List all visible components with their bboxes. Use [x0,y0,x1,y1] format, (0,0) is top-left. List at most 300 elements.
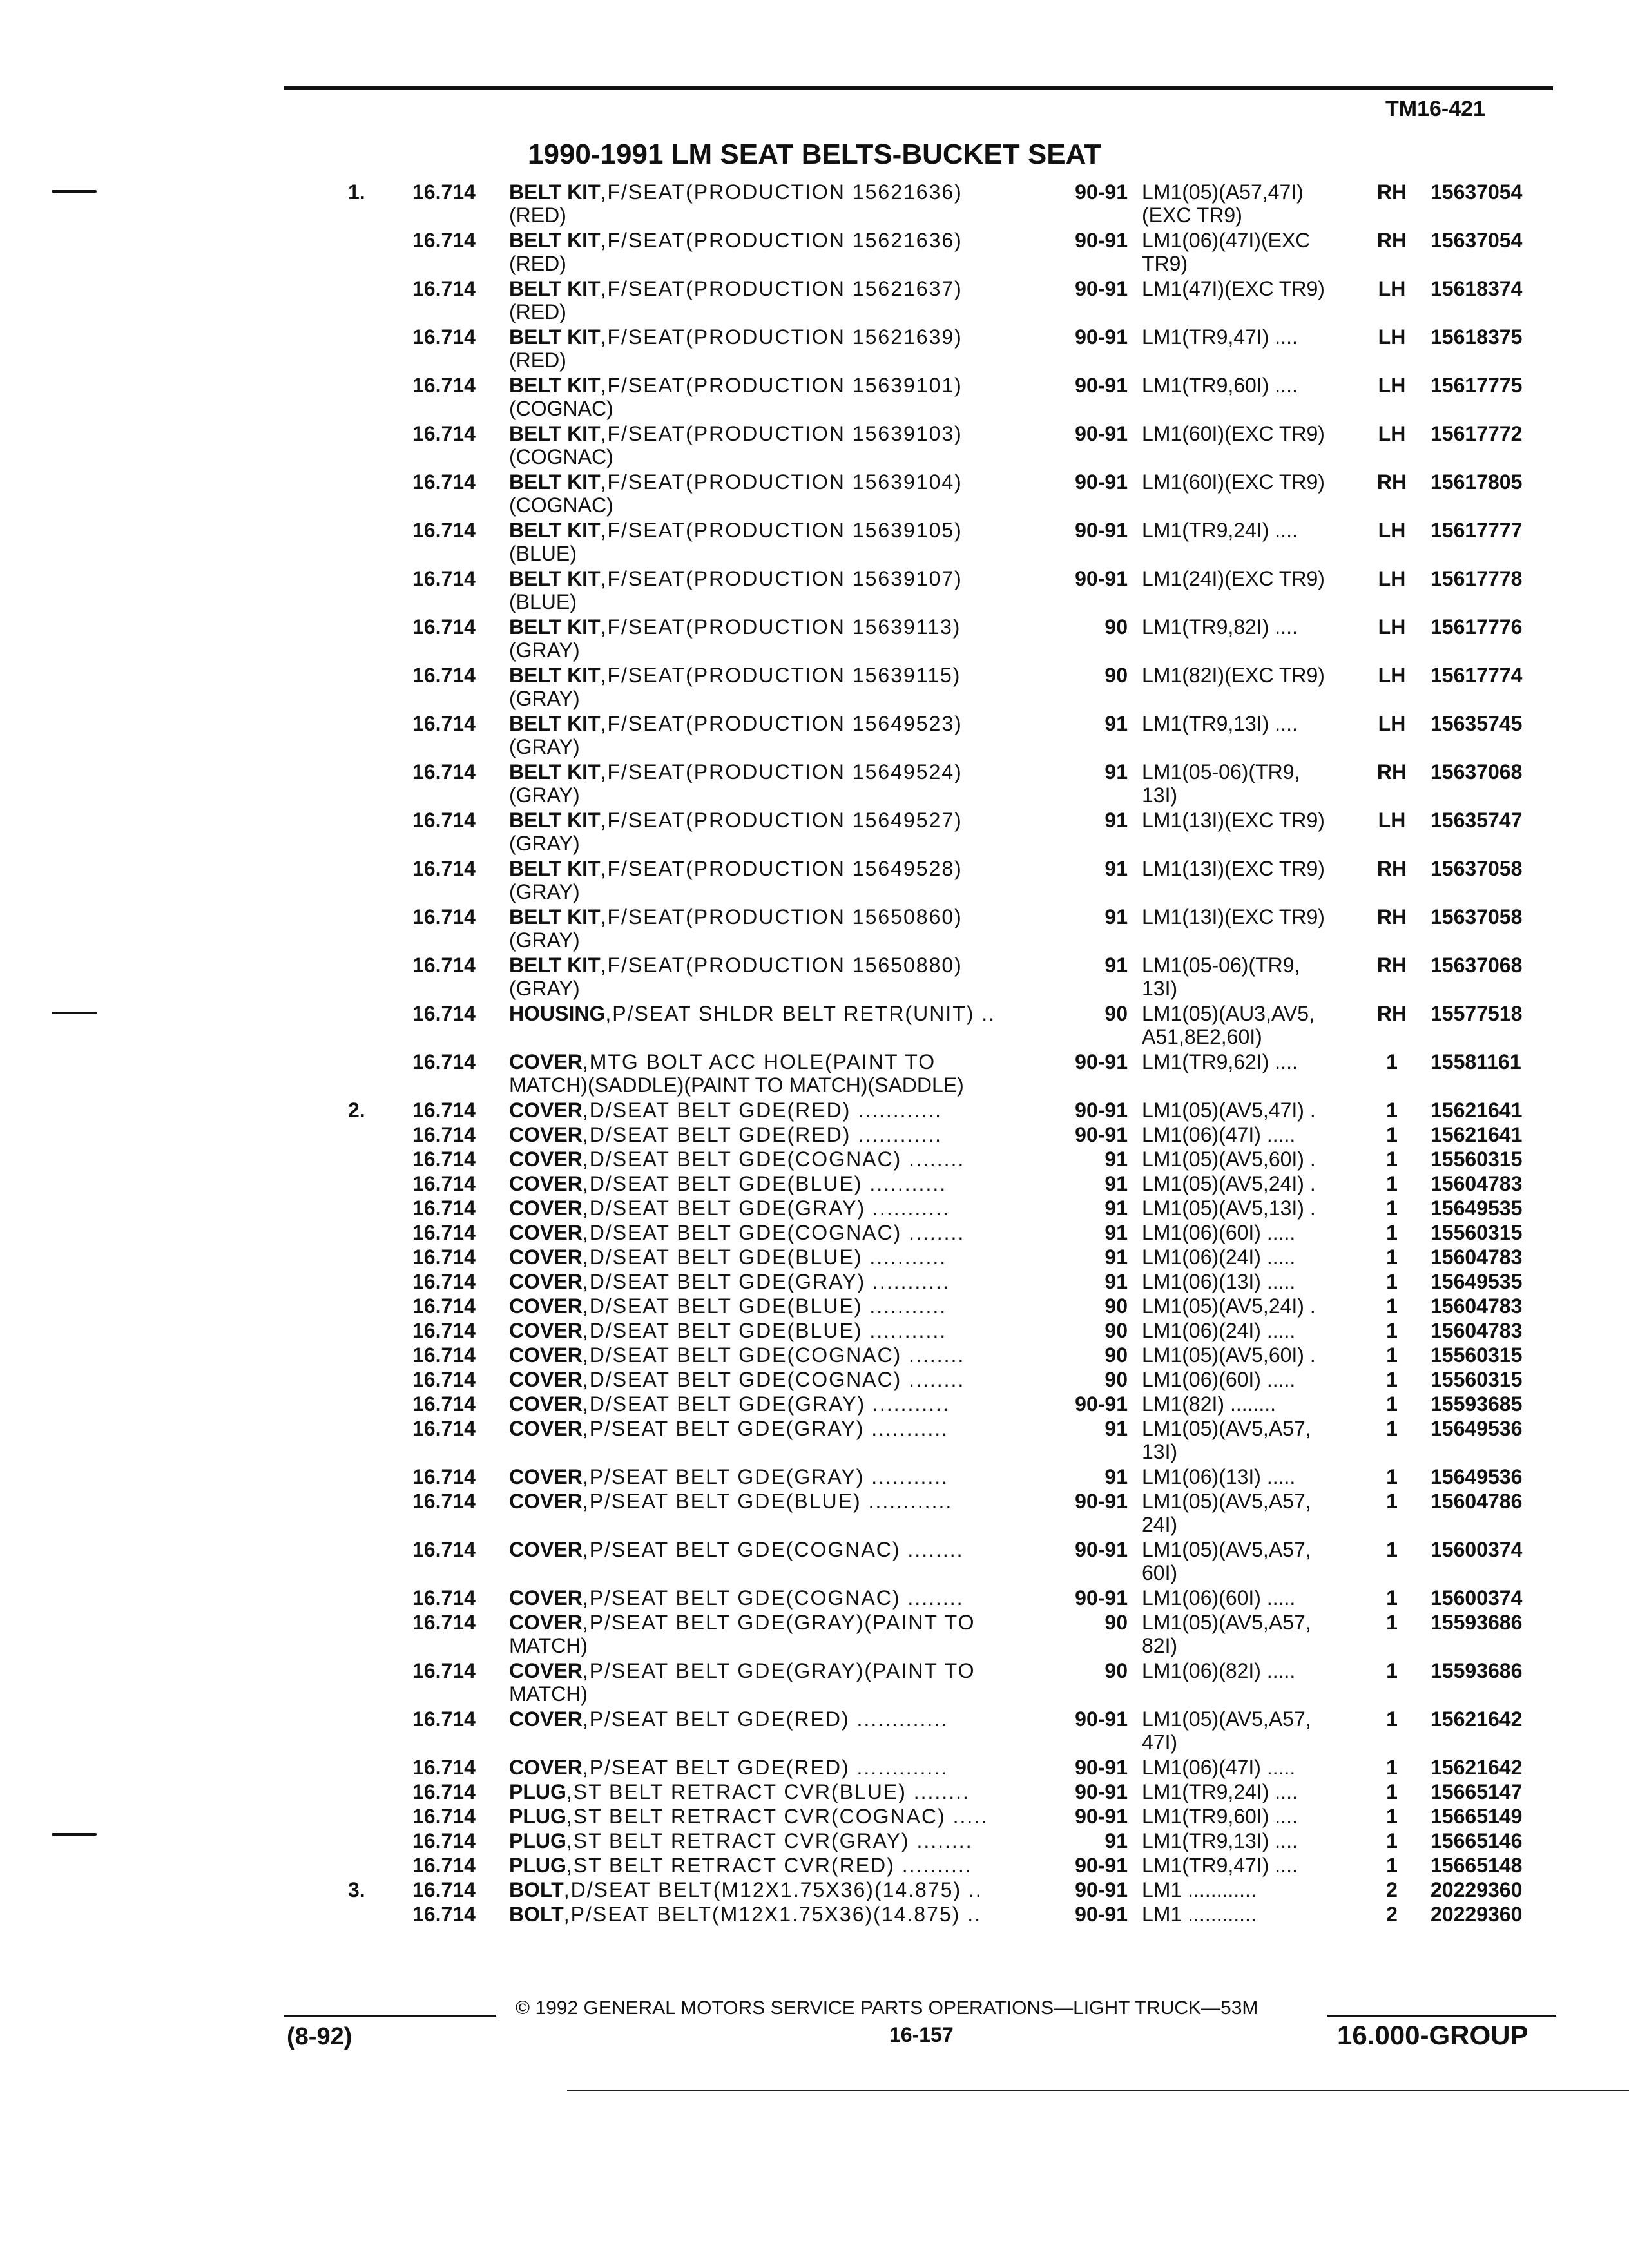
application-line: LM1(06)(82I) ..... [1142,1659,1296,1682]
group-number: 16.714 [412,1319,476,1342]
application-line-cont: TR9) [1142,252,1188,275]
application [1142,712,1371,735]
application-line-cont: 13I) [1142,1440,1178,1463]
model-years: 91 [1104,1172,1128,1195]
application-line: LM1(TR9,24I) .... [1142,519,1298,542]
part-description [509,1221,1050,1244]
part-name: BELT KIT [509,180,601,204]
application-line: LM1(05)(AV5,13I) . [1142,1196,1316,1220]
part-number: 15665146 [1431,1829,1523,1852]
part-number: 15649535 [1431,1270,1523,1293]
part-row [0,229,1629,277]
part-description [509,954,1050,1000]
part-description [509,1465,1050,1488]
application [1142,857,1371,880]
group-number: 16.714 [412,1099,476,1122]
part-detail: ,F/SEAT(PRODUCTION 15639107) [600,567,963,590]
part-detail-cont: (GRAY) [509,977,580,1000]
application-line-cont: 60I) [1142,1561,1178,1584]
part-detail-cont: (RED) [509,204,566,227]
part-detail: ,ST BELT RETRACT CVR(GRAY) ........ [566,1829,973,1852]
model-years: 91 [1104,809,1128,832]
part-name: COVER [509,1294,583,1318]
part-number: 15665147 [1431,1780,1523,1803]
quantity: 1 [1386,1294,1398,1318]
part-description [509,567,1050,613]
application [1142,1099,1371,1122]
application-line: LM1(05)(AV5,60I) . [1142,1148,1316,1171]
part-number: 15621641 [1431,1099,1523,1122]
part-detail: ,F/SEAT(PRODUCTION 15639115) [600,664,961,687]
group-number: 16.714 [412,857,476,880]
application [1142,1854,1371,1877]
part-row [0,712,1629,760]
part-name: BELT KIT [509,325,601,349]
ref-number: 1. [348,180,365,204]
group-number: 16.714 [412,1417,476,1440]
part-name: BELT KIT [509,277,601,300]
part-description [509,1099,1050,1122]
part-number: 15618375 [1431,325,1523,349]
group-number: 16.714 [412,422,476,445]
part-row [0,422,1629,470]
application [1142,229,1371,275]
part-number: 15617778 [1431,567,1523,590]
part-number: 15637058 [1431,905,1523,928]
part-detail: ,D/SEAT BELT GDE(COGNAC) ........ [582,1343,965,1367]
application [1142,1707,1371,1754]
part-description [509,1245,1050,1269]
part-number: 15560315 [1431,1368,1523,1391]
part-row [0,1805,1629,1829]
application [1142,1878,1371,1901]
quantity: RH [1376,180,1407,204]
application [1142,1756,1371,1779]
application-line: LM1(TR9,82I) .... [1142,615,1298,639]
part-number: 15600374 [1431,1538,1523,1561]
quantity: 1 [1386,1829,1398,1852]
part-detail: ,F/SEAT(PRODUCTION 15649523) [600,712,963,735]
quantity: 1 [1386,1368,1398,1391]
application-line-cont: 47I) [1142,1731,1178,1754]
part-description [509,1343,1050,1367]
part-number: 15604786 [1431,1490,1523,1513]
quantity: 1 [1386,1343,1398,1367]
application [1142,180,1371,227]
group-number: 16.714 [412,519,476,542]
part-name: COVER [509,1707,583,1731]
quantity: LH [1378,422,1406,445]
application [1142,519,1371,542]
part-row [0,1878,1629,1903]
part-row [0,1707,1629,1756]
quantity: 1 [1386,1538,1398,1561]
model-years: 90-91 [1075,1123,1128,1146]
quantity: 1 [1386,1756,1398,1779]
part-number: 15637054 [1431,229,1523,252]
part-name: COVER [509,1099,583,1122]
model-years: 90-91 [1075,229,1128,252]
application-line: LM1 ............ [1142,1903,1257,1926]
part-row [0,905,1629,954]
part-detail: ,D/SEAT BELT GDE(COGNAC) ........ [582,1368,965,1391]
part-name: PLUG [509,1854,566,1877]
group-number: 16.714 [412,229,476,252]
part-detail: ,F/SEAT(PRODUCTION 15621639) [600,325,963,349]
part-description [509,1854,1050,1877]
model-years: 90 [1104,1294,1128,1318]
part-detail: ,ST BELT RETRACT CVR(COGNAC) ..... [566,1805,988,1828]
application-line: LM1(TR9,13I) .... [1142,712,1298,735]
part-name: COVER [509,1221,583,1244]
part-row [0,1611,1629,1659]
footer-group: 16.000-GROUP [1337,2020,1528,2050]
application-line: LM1(13I)(EXC TR9) [1142,905,1325,928]
part-detail: ,F/SEAT(PRODUCTION 15650860) [600,905,963,928]
quantity: LH [1378,664,1406,687]
group-number: 16.714 [412,760,476,783]
part-name: COVER [509,1368,583,1391]
part-row [0,1392,1629,1417]
application [1142,905,1371,928]
model-years: 90 [1104,1343,1128,1367]
quantity: 1 [1386,1805,1398,1828]
quantity: LH [1378,325,1406,349]
part-row [0,1465,1629,1490]
part-detail: ,F/SEAT(PRODUCTION 15621636) [600,229,963,252]
model-years: 90-91 [1075,277,1128,300]
application-line: LM1(05)(AV5,24I) . [1142,1172,1316,1195]
part-detail: ,D/SEAT BELT GDE(BLUE) ........... [582,1245,947,1269]
application [1142,1245,1371,1269]
quantity: RH [1376,857,1407,880]
part-name: COVER [509,1611,583,1634]
quantity: RH [1376,954,1407,977]
application-line: LM1(TR9,47I) .... [1142,1854,1298,1877]
part-name: BELT KIT [509,470,601,494]
part-description [509,1805,1050,1828]
quantity: 2 [1386,1903,1398,1926]
part-row [0,470,1629,519]
application-line: LM1(05)(A57,47I) [1142,180,1304,204]
application-line: LM1(TR9,62I) .... [1142,1050,1298,1073]
application-line: LM1(05)(AV5,60I) . [1142,1343,1316,1367]
quantity: 1 [1386,1172,1398,1195]
group-number: 16.714 [412,1611,476,1634]
quantity: 1 [1386,1417,1398,1440]
model-years: 91 [1104,857,1128,880]
part-description [509,1270,1050,1293]
quantity: LH [1378,277,1406,300]
part-row [0,325,1629,374]
part-number: 15637058 [1431,857,1523,880]
quantity: 1 [1386,1490,1398,1513]
quantity: 1 [1386,1854,1398,1877]
part-detail-cont: (COGNAC) [509,494,613,517]
part-number: 15617777 [1431,519,1523,542]
model-years: 90-91 [1075,1878,1128,1901]
part-detail-cont: (BLUE) [509,542,577,565]
part-number: 15635747 [1431,809,1523,832]
part-detail-cont: (RED) [509,252,566,275]
part-number: 15649536 [1431,1465,1523,1488]
part-name: PLUG [509,1780,566,1803]
part-description [509,809,1050,855]
part-name: BOLT [509,1878,564,1901]
part-detail: ,D/SEAT BELT GDE(BLUE) ........... [582,1294,947,1318]
application [1142,1123,1371,1146]
part-description [509,1417,1050,1440]
part-name: COVER [509,1148,583,1171]
part-row [0,1099,1629,1123]
part-name: COVER [509,1659,583,1682]
part-description [509,519,1050,565]
application-line: LM1(82I)(EXC TR9) [1142,664,1325,687]
application-line: LM1(TR9,60I) .... [1142,374,1298,397]
part-detail: ,F/SEAT(PRODUCTION 15639105) [600,519,963,542]
model-years: 91 [1104,1270,1128,1293]
application [1142,1538,1371,1584]
quantity: 1 [1386,1196,1398,1220]
model-years: 91 [1104,954,1128,977]
application-line: LM1(24I)(EXC TR9) [1142,567,1325,590]
part-detail-cont: (GRAY) [509,735,580,758]
part-detail-cont: MATCH) [509,1682,588,1706]
part-name: COVER [509,1343,583,1367]
part-row [0,1148,1629,1172]
part-name: BELT KIT [509,760,601,783]
part-detail: ,D/SEAT BELT GDE(GRAY) ........... [582,1196,950,1220]
application-line: LM1(05)(AU3,AV5, [1142,1002,1315,1025]
model-years: 90-91 [1075,1586,1128,1610]
part-row [0,1756,1629,1780]
part-number: 15593686 [1431,1611,1523,1634]
part-row [0,374,1629,422]
part-detail: ,F/SEAT(PRODUCTION 15621637) [600,277,963,300]
part-row [0,567,1629,615]
part-name: COVER [509,1465,583,1488]
part-detail: ,F/SEAT(PRODUCTION 15649524) [600,760,963,783]
part-name: BELT KIT [509,905,601,928]
part-row [0,1002,1629,1050]
application [1142,1417,1371,1463]
part-detail: ,D/SEAT BELT GDE(BLUE) ........... [582,1172,947,1195]
part-detail: ,F/SEAT(PRODUCTION 15639113) [600,615,961,639]
application-line: LM1(06)(60I) ..... [1142,1586,1296,1610]
part-name: COVER [509,1490,583,1513]
group-number: 16.714 [412,954,476,977]
part-name: COVER [509,1319,583,1342]
application-line-cont: A51,8E2,60I) [1142,1025,1262,1048]
quantity: 1 [1386,1586,1398,1610]
quantity: 1 [1386,1245,1398,1269]
application [1142,1392,1371,1416]
application [1142,954,1371,1000]
part-detail-cont: (COGNAC) [509,445,613,468]
application-line-cont: 13I) [1142,783,1178,807]
part-number: 15617775 [1431,374,1523,397]
part-row [0,1586,1629,1611]
application-line: LM1(06)(60I) ..... [1142,1221,1296,1244]
application-line: LM1(05)(AV5,24I) . [1142,1294,1316,1318]
part-detail-cont: (GRAY) [509,832,580,855]
part-name: COVER [509,1172,583,1195]
group-number: 16.714 [412,1707,476,1731]
part-row [0,1172,1629,1196]
part-detail: ,P/SEAT BELT GDE(BLUE) ............ [582,1490,953,1513]
part-number: 15577518 [1431,1002,1523,1025]
part-detail-cont: (GRAY) [509,783,580,807]
quantity: 1 [1386,1659,1398,1682]
application [1142,1465,1371,1488]
model-years: 90 [1104,1368,1128,1391]
part-detail: ,ST BELT RETRACT CVR(RED) .......... [566,1854,972,1877]
quantity: 1 [1386,1123,1398,1146]
part-name: BELT KIT [509,519,601,542]
application-line: LM1(05-06)(TR9, [1142,954,1300,977]
parts-list [0,180,1629,1927]
part-description [509,374,1050,420]
model-years: 91 [1104,1148,1128,1171]
part-description [509,1368,1050,1391]
part-name: BELT KIT [509,712,601,735]
part-description [509,1294,1050,1318]
application-line: LM1(13I)(EXC TR9) [1142,809,1325,832]
quantity: RH [1376,229,1407,252]
group-number: 16.714 [412,1221,476,1244]
part-number: 15617805 [1431,470,1523,494]
application-line: LM1(06)(60I) ..... [1142,1368,1296,1391]
part-number: 15637068 [1431,760,1523,783]
part-detail: ,P/SEAT BELT GDE(RED) ............. [582,1707,949,1731]
part-number: 15604783 [1431,1172,1523,1195]
part-name: BELT KIT [509,664,601,687]
part-description [509,1490,1050,1513]
application [1142,1002,1371,1048]
part-number: 15604783 [1431,1294,1523,1318]
footer-rule-right [1327,2015,1556,2017]
application-line: LM1(TR9,13I) .... [1142,1829,1298,1852]
ref-number: 2. [348,1099,365,1122]
quantity: 1 [1386,1611,1398,1634]
quantity: LH [1378,519,1406,542]
part-description [509,760,1050,807]
part-number: 15665149 [1431,1805,1523,1828]
part-detail-cont: (GRAY) [509,639,580,662]
part-number: 15617774 [1431,664,1523,687]
application-line: LM1(TR9,47I) .... [1142,325,1298,349]
part-row [0,1417,1629,1465]
part-number: 15560315 [1431,1343,1523,1367]
group-number: 16.714 [412,1756,476,1779]
part-detail-cont: MATCH)(SADDLE)(PAINT TO MATCH)(SADDLE) [509,1073,964,1097]
part-detail: ,D/SEAT BELT GDE(GRAY) ........... [582,1392,950,1416]
group-number: 16.714 [412,1245,476,1269]
part-number: 15665148 [1431,1854,1523,1877]
ref-number: 3. [348,1878,365,1901]
part-row [0,277,1629,325]
part-description [509,277,1050,323]
part-description [509,1002,1050,1025]
model-years: 90-91 [1075,180,1128,204]
part-name: COVER [509,1050,583,1073]
part-name: COVER [509,1756,583,1779]
part-number: 15621642 [1431,1707,1523,1731]
part-description [509,615,1050,662]
model-years: 90-91 [1075,567,1128,590]
part-detail: ,P/SEAT BELT GDE(RED) ............. [582,1756,949,1779]
part-detail: ,P/SEAT BELT GDE(GRAY)(PAINT TO [582,1659,976,1682]
application [1142,1780,1371,1803]
quantity: RH [1376,760,1407,783]
model-years: 91 [1104,905,1128,928]
group-number: 16.714 [412,1196,476,1220]
part-detail-cont: MATCH) [509,1634,588,1657]
group-number: 16.714 [412,1490,476,1513]
application [1142,1805,1371,1828]
quantity: 1 [1386,1050,1398,1073]
part-description [509,1172,1050,1195]
part-row [0,1780,1629,1805]
part-row [0,1343,1629,1368]
part-row [0,1854,1629,1878]
quantity: 1 [1386,1221,1398,1244]
part-name: BELT KIT [509,615,601,639]
part-row [0,1903,1629,1927]
part-detail-cont: (RED) [509,349,566,372]
application [1142,1368,1371,1391]
group-number: 16.714 [412,615,476,639]
part-row [0,954,1629,1002]
part-number: 15617776 [1431,615,1523,639]
application-line-cont: (EXC TR9) [1142,204,1242,227]
group-number: 16.714 [412,1780,476,1803]
model-years: 90-91 [1075,1050,1128,1073]
part-detail-cont: (GRAY) [509,928,580,952]
part-name: BELT KIT [509,857,601,880]
application [1142,1196,1371,1220]
model-years: 90-91 [1075,1903,1128,1926]
footer-rule-left [284,2015,496,2017]
model-years: 91 [1104,712,1128,735]
application [1142,760,1371,807]
bottom-rule [567,2090,1629,2091]
group-number: 16.714 [412,374,476,397]
footer-page-number: 16-157 [889,2023,954,2046]
part-row [0,615,1629,664]
model-years: 90-91 [1075,325,1128,349]
part-description [509,1756,1050,1779]
part-description [509,1538,1050,1561]
part-number: 15621641 [1431,1123,1523,1146]
quantity: 1 [1386,1148,1398,1171]
application-line: LM1(82I) ........ [1142,1392,1277,1416]
part-row [0,760,1629,809]
application-line: LM1(05)(AV5,A57, [1142,1707,1311,1731]
part-row [0,857,1629,905]
application [1142,1294,1371,1318]
application [1142,422,1371,445]
application-line: LM1(TR9,60I) .... [1142,1805,1298,1828]
application [1142,615,1371,639]
part-detail: ,F/SEAT(PRODUCTION 15639104) [600,470,963,494]
document-code: TM16-421 [1385,97,1485,121]
part-description [509,229,1050,275]
part-number: 15600374 [1431,1586,1523,1610]
group-number: 16.714 [412,277,476,300]
part-row [0,809,1629,857]
application-line: LM1(06)(24I) ..... [1142,1319,1296,1342]
